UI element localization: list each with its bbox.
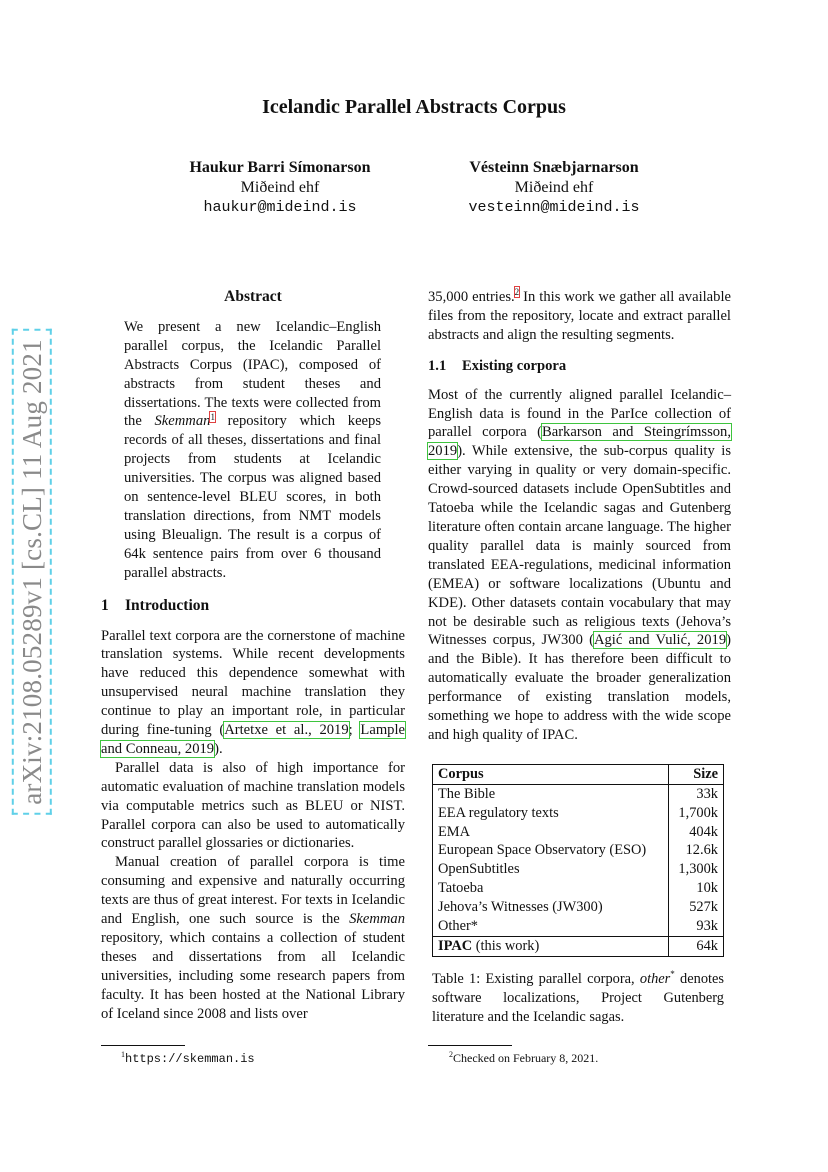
paragraph-text: In this work we gather all available files from the repository, locate and extract parallel abstracts and align the resulting segments. bbox=[428, 289, 731, 343]
corpus-name-cell: Other* bbox=[433, 917, 669, 936]
corpus-name-cell: Jehova’s Witnesses (JW300) bbox=[433, 898, 669, 917]
total-name-rest: (this work) bbox=[472, 938, 540, 954]
author-email: vesteinn@mideind.is bbox=[468, 199, 640, 216]
paragraph-text: Most of the currently aligned parallel Icelandic–English data is found in the ParIce collection of parallel corpora ( bbox=[428, 386, 731, 441]
author-name: Haukur Barri Símonarson bbox=[189, 159, 371, 176]
right-column bbox=[428, 288, 731, 1027]
corpus-size-cell: 12.6k bbox=[669, 841, 724, 860]
citation-link[interactable]: Artetxe et al., 2019 bbox=[224, 722, 349, 739]
total-size-cell: 64k bbox=[669, 937, 724, 957]
subsection-heading-existing-corpora bbox=[428, 357, 731, 376]
corpora-table bbox=[432, 764, 724, 957]
footnote-link-2[interactable]: 2 bbox=[514, 287, 520, 298]
intro-paragraph-1 bbox=[101, 627, 405, 759]
footnote-url[interactable]: https://skemman.is bbox=[125, 1052, 255, 1066]
skemman-term: Skemman bbox=[154, 413, 211, 430]
paragraph-text: Parallel text corpora are the cornerstone of machine translation systems. While recent developments have reduced this dependence somewhat with unsupervised neural machine translation they continue to play an important role, in particular during fine-tuning ( bbox=[101, 627, 405, 739]
footnote-number: 1 bbox=[121, 1050, 125, 1059]
corpus-size-cell: 404k bbox=[669, 823, 724, 842]
caption-emphasis: other bbox=[639, 970, 671, 987]
paragraph-text: ; bbox=[348, 722, 361, 739]
subsection-title: Existing corpora bbox=[462, 357, 567, 374]
paragraph-text: Manual creation of parallel corpora is time consuming and expensive and naturally occurring texts are thus of great interest. For texts in Icelandic and English, one such source is the bbox=[101, 854, 405, 928]
footnote-1 bbox=[121, 1050, 255, 1066]
author-affiliation: Miðeind ehf bbox=[514, 179, 594, 196]
caption-star: * bbox=[670, 968, 675, 979]
corpus-size-cell: 93k bbox=[669, 917, 724, 936]
corpus-size-cell: 33k bbox=[669, 784, 724, 803]
left-column bbox=[101, 288, 405, 1024]
table-header-corpus: Corpus bbox=[433, 764, 669, 784]
total-name-cell bbox=[433, 937, 669, 957]
corpus-size-cell: 1,700k bbox=[669, 804, 724, 823]
subsection-number: 1.1 bbox=[428, 357, 447, 374]
author-name: Vésteinn Snæbjarnarson bbox=[469, 159, 639, 176]
citation-link[interactable]: Barkarson and Steingrímsson, 2019 bbox=[428, 424, 731, 460]
corpus-size-cell: 1,300k bbox=[669, 860, 724, 879]
abstract-text-part: We present a new Icelandic–English parallel corpus, the Icelandic Parallel Abstracts Corpus (IPAC), composed of abstracts from student theses and dissertations. The texts were collected from the bbox=[124, 318, 381, 430]
paragraph-text: repository, which contains a collection of student theses and dissertations from all Icelandic universities, including some research papers from faculty. It has been hosted at the National Library of Iceland since 2008 and lists over bbox=[101, 930, 405, 1022]
table-header-row bbox=[433, 764, 724, 784]
table-row bbox=[433, 898, 724, 917]
total-name-bold: IPAC bbox=[438, 938, 473, 954]
skemman-term: Skemman bbox=[349, 911, 405, 928]
author-block bbox=[424, 158, 684, 218]
arxiv-identifier: arXiv:2108.05289v1 [cs.CL] 11 Aug 2021 bbox=[12, 329, 52, 815]
intro-paragraph-2: Parallel data is also of high importance for automatic evaluation of machine translation models via computable metrics such as BLEU or NIST. Parallel corpora can also be used to automatically construct parallel glossaries or dictionaries. bbox=[101, 759, 405, 852]
abstract-text-part: repository which keeps records of all theses, dissertations and final projects from students at Icelandic universities. The corpus was aligned based on sentence-level BLEU scores, in both translation directions, from NMT models using Bleualign. The result is a corpus of 64k sentence pairs from over 6 thousand parallel abstracts. bbox=[124, 413, 381, 581]
table-row bbox=[433, 917, 724, 936]
table-row bbox=[433, 841, 724, 860]
caption-text: denotes software localizations, Project Gutenberg literature and the Icelandic sagas. bbox=[432, 970, 724, 1025]
footnote-text: Checked on February 8, 2021. bbox=[453, 1051, 599, 1065]
citation-link[interactable]: Agić and Vulić, 2019 bbox=[593, 632, 727, 649]
intro-paragraph-3 bbox=[101, 853, 405, 1023]
arxiv-identifier-stamp bbox=[6, 322, 58, 822]
caption-text: Table 1: Existing parallel corpora, bbox=[432, 970, 640, 987]
table-caption bbox=[432, 965, 724, 1027]
corpus-size-cell: 527k bbox=[669, 898, 724, 917]
paragraph-text: ) and the Bible). It has therefore been difficult to automatically evaluate the broader generalization performance of existing translation models, something we hope to address with the wide scope and high quality of IPAC. bbox=[428, 632, 731, 743]
table-row bbox=[433, 823, 724, 842]
author-affiliation: Miðeind ehf bbox=[240, 179, 320, 196]
footnote-2 bbox=[449, 1050, 598, 1066]
corpus-size-cell: 10k bbox=[669, 879, 724, 898]
table-row bbox=[433, 784, 724, 803]
corpus-name-cell: OpenSubtitles bbox=[433, 860, 669, 879]
continued-paragraph bbox=[428, 288, 731, 345]
footnote-link-1[interactable]: 1 bbox=[210, 411, 215, 422]
paragraph-text: ). bbox=[214, 740, 223, 757]
table-row bbox=[433, 804, 724, 823]
corpus-name-cell: European Space Observatory (ESO) bbox=[433, 841, 669, 860]
section-title: Introduction bbox=[125, 596, 210, 614]
footnote-rule bbox=[428, 1045, 512, 1046]
corpus-name-cell: Tatoeba bbox=[433, 879, 669, 898]
table-total-row bbox=[433, 937, 724, 957]
citation-link[interactable]: Lample and Conneau, 2019 bbox=[101, 722, 405, 757]
footnote-number: 2 bbox=[449, 1050, 453, 1059]
table-row bbox=[433, 879, 724, 898]
table-header-size: Size bbox=[669, 764, 724, 784]
section-number: 1 bbox=[101, 596, 109, 614]
existing-corpora-paragraph bbox=[428, 386, 731, 745]
paragraph-text: ). While extensive, the sub-corpus quality is either varying in quality or very domain-specific. Crowd-sourced datasets include OpenSubtitles and Tatoeba while the Icelandic sagas and Gutenberg literature often contain arcane language. The higher quality parallel data is mainly sourced from translated EEA-regulations, medicinal information (EMEA) or software localizations (Ubuntu and KDE). Other datasets contain vocabulary that may not be desirable such as religious texts (Jehova’s Witnesses corpus, JW300 ( bbox=[428, 443, 731, 649]
corpus-name-cell: EMA bbox=[433, 823, 669, 842]
footnote-rule bbox=[101, 1045, 185, 1046]
author-block bbox=[150, 158, 410, 218]
corpus-name-cell: EEA regulatory texts bbox=[433, 804, 669, 823]
author-email: haukur@mideind.is bbox=[203, 199, 357, 216]
corpora-table-wrapper bbox=[432, 764, 724, 1027]
corpus-name-cell: The Bible bbox=[433, 784, 669, 803]
abstract-heading: Abstract bbox=[224, 288, 282, 305]
abstract-text bbox=[124, 318, 381, 583]
table-row bbox=[433, 860, 724, 879]
section-heading-introduction bbox=[101, 597, 405, 616]
paragraph-text: 35,000 entries. bbox=[428, 289, 515, 305]
paper-title: Icelandic Parallel Abstracts Corpus bbox=[262, 96, 566, 118]
